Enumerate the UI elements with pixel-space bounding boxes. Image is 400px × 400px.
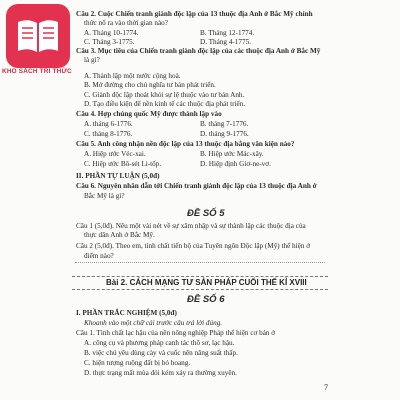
q4-option-a: A. tháng 6-1776. bbox=[84, 120, 133, 128]
q3-option-b: B. Mở đường cho chủ nghĩa tư bản phát triển. bbox=[84, 81, 216, 89]
kho-sach-logo bbox=[2, 4, 82, 80]
de5-c2-line2: điểm nào? bbox=[84, 252, 114, 260]
page-number: 7 bbox=[324, 383, 328, 392]
de5-c1-line1: Câu 1 (5,0đ). Nêu một vài nét về sự xâm nhập và sự thành lập các thuộc địa của bbox=[76, 222, 306, 230]
q4-option-c: C. tháng 8-1776. bbox=[84, 130, 133, 138]
q3-stem-line1: Câu 3. Mục tiêu của Chiến tranh giành độc lập của các thuộc địa Anh ở Bắc Mỹ bbox=[76, 47, 321, 55]
de6-q1-option-a: A. công cụ và phương pháp canh tác thô sơ, lạc hậu. bbox=[84, 339, 235, 347]
q5-option-d: D. Hiệp định Giơ-ne-vơ. bbox=[200, 160, 271, 168]
book-icon bbox=[14, 14, 62, 58]
q5-option-b: B. Hiệp ước Mác-xây. bbox=[200, 150, 264, 158]
q3-option-a: A. Thành lập một nước cộng hoà. bbox=[84, 72, 181, 80]
q5-stem: Câu 5. Anh công nhận nền độc lập của 13 thuộc địa bằng văn kiện nào? bbox=[76, 140, 295, 148]
q5-option-c: C. Hiệp ước Bô-sét Li-tốp. bbox=[84, 160, 162, 168]
de6-part1-heading: I. PHẦN TRẮC NGHIỆM (5,0đ) bbox=[76, 309, 177, 317]
q4-option-b: B. tháng 7-1776. bbox=[200, 120, 249, 128]
de5-c1-line2: thực dân Anh ở Bắc Mỹ. bbox=[84, 231, 155, 239]
de6-q1-stem: Câu 1. Tình chất lạc hậu của nền nông nghiệp Pháp thể hiện cơ bản ở bbox=[76, 329, 276, 337]
q2-option-a: A. Tháng 10-1774. bbox=[84, 29, 139, 37]
q3-option-d: D. Tạo điều kiện để nền kinh tế các thuộc địa phát triển. bbox=[84, 100, 246, 108]
q2-stem-line2: thức nổ ra vào thời gian nào? bbox=[84, 19, 168, 27]
de6-q1-option-b: B. việc chú yêu dùng cày và cuốc nên năng suất thấp. bbox=[84, 349, 238, 357]
q4-stem: Câu 4. Hợp chúng quốc Mỹ được thành lập vào bbox=[76, 110, 222, 118]
divider-dotted bbox=[75, 262, 325, 263]
part2-heading: II. PHẦN TỰ LUẬN (5,0đ) bbox=[76, 172, 160, 180]
q2-option-d: D. Tháng 4-1775. bbox=[200, 38, 251, 46]
logo-text: KHO SÁCH TRI THỨC bbox=[2, 68, 72, 75]
de5-c2-line1: Câu 2 (5,0đ). Theo em, tính chất tiến bộ của Tuyên ngôn Độc lập (Mỹ) thể hiện ở bbox=[76, 242, 311, 250]
q6-line1: Câu 6. Nguyên nhân dẫn tới Chiến tranh giành độc lập của 13 thuộc địa Anh ở bbox=[76, 182, 317, 190]
q4-option-d: D. tháng 9-1776. bbox=[200, 130, 249, 138]
q5-option-a: A. Hiệp ước Véc-xai. bbox=[84, 150, 146, 158]
de6-q1-option-c: C. hiện tượng ruộng đất bị bỏ hoang. bbox=[84, 359, 191, 367]
q3-option-c: C. Giành độc lập thoát khỏi sự lệ thuộc vào tư bản Anh. bbox=[84, 91, 245, 99]
q2-option-c: C. Tháng 3-1775. bbox=[84, 38, 135, 46]
de6-title: ĐỀ SỐ 6 bbox=[187, 294, 225, 305]
q6-line2: Bắc Mỹ là gì? bbox=[84, 192, 125, 200]
de5-title: ĐỀ SỐ 5 bbox=[187, 208, 225, 219]
q3-stem-line2: là gì? bbox=[84, 56, 100, 64]
lesson-title: Bài 2. CÁCH MẠNG TƯ SẢN PHÁP CUỐI THẾ KỈ XVIII bbox=[106, 278, 307, 287]
de6-instruction: Khoanh vào một chữ cái trước câu trả lời đúng. bbox=[84, 319, 223, 327]
de6-q1-option-d: D. thực trạng mất mùa đói kém xảy ra thường xuyên. bbox=[84, 369, 237, 377]
q2-option-b: B. Tháng 12-1774. bbox=[200, 29, 255, 37]
q2-stem-line1: Câu 2. Cuộc Chiến tranh giành độc lập của 13 thuộc địa Anh ở Bắc Mỹ chính bbox=[76, 10, 313, 18]
